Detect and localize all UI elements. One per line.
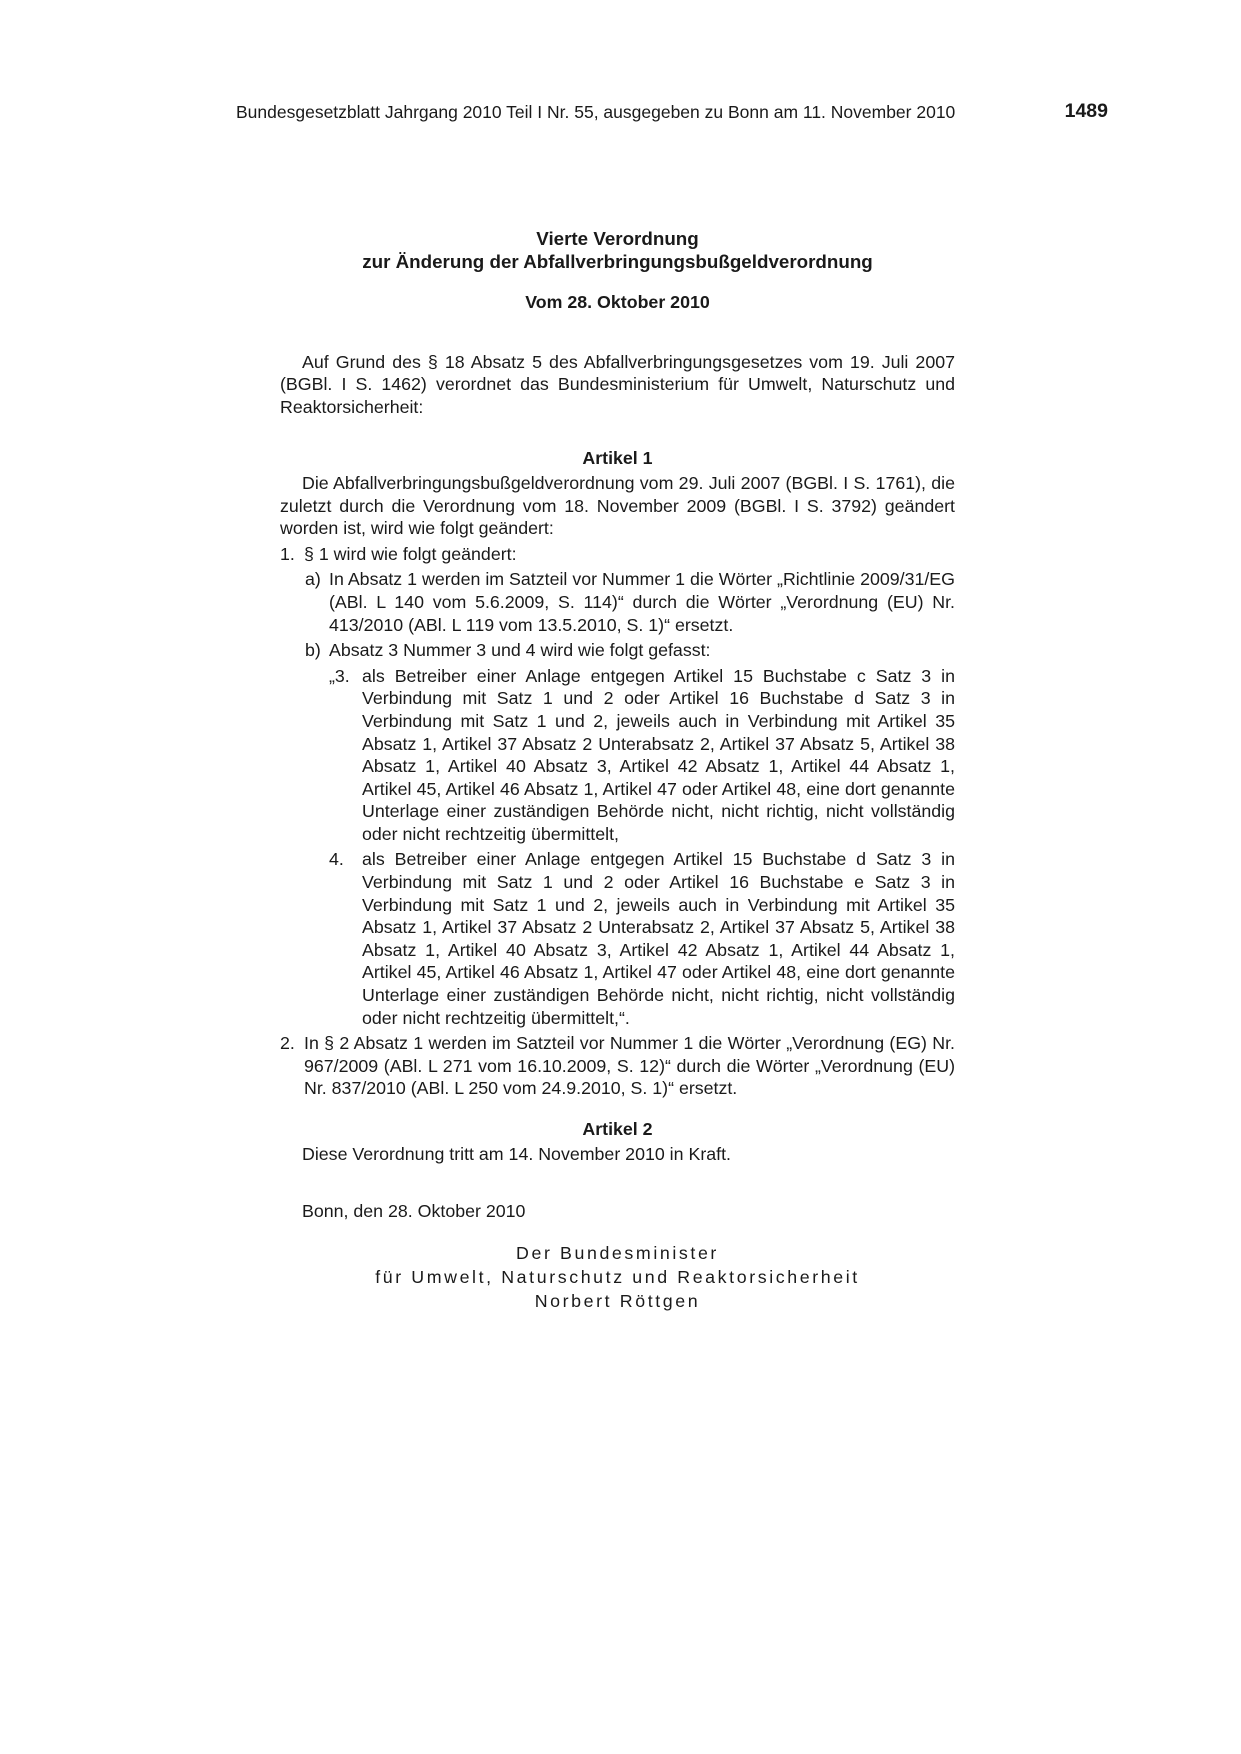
list-item-1b-4: [280, 848, 955, 1029]
header-text: Bundesgesetzblatt Jahrgang 2010 Teil I Nr. 55, ausgegeben zu Bonn am 11. November 2010: [236, 102, 956, 122]
list-item-1b: [280, 639, 955, 662]
article-1-intro: Die Abfallverbringungsbußgeldverordnung vom 29. Juli 2007 (BGBl. I S. 1761), die zuletzt durch die Verordnung vom 18. November 2009 (BGBl. I S. 3792) geändert worden ist, wird wie folgt geändert:: [280, 472, 955, 539]
list-item-text: § 1 wird wie folgt geändert:: [304, 543, 517, 564]
signature-name: Norbert Röttgen: [534, 1290, 701, 1311]
list-item-1a: [280, 568, 955, 636]
running-header: [236, 100, 1108, 128]
title-line-2: zur Änderung der Abfallverbringungsbußgeldverordnung: [362, 251, 873, 272]
list-item-1: [280, 543, 955, 566]
list-item-text: In § 2 Absatz 1 werden im Satzteil vor Nummer 1 die Wörter „Verordnung (EG) Nr. 967/2009 (ABl. L 271 vom 16.10.2009, S. 12)“ durch die Wörter „Verordnung (EU) Nr. 837/2010 (ABl. L 250 vom 24.9.2010, S. 1)“ ersetzt.: [304, 1033, 955, 1099]
signature-ministry: für Umwelt, Naturschutz und Reaktorsicherheit: [375, 1266, 860, 1287]
list-item-text: Absatz 3 Nummer 3 und 4 wird wie folgt gefasst:: [329, 640, 711, 661]
title-date: Vom 28. Oktober 2010: [525, 292, 710, 312]
list-marker: 4.: [329, 849, 344, 870]
list-item-text: als Betreiber einer Anlage entgegen Artikel 15 Buchstabe c Satz 3 in Verbindung mit Satz 1 und 2 oder Artikel 16 Buchstabe d Satz 3 in Verbindung mit Satz 1 und 2, jeweils auch in Verbindung mit Artikel 35 Absatz 1, Artikel 37 Absatz 2 Unterabsatz 2, Artikel 37 Absatz 5, Artikel 38 Absatz 1, Artikel 40 Absatz 3, Artikel 42 Absatz 1, Artikel 44 Absatz 1, Artikel 45, Artikel 46 Absatz 1, Artikel 47 oder Artikel 48, eine dort genannte Unterlage einer zuständigen Behörde nicht, nicht richtig, nicht vollständig oder nicht rechtzeitig übermittelt,: [362, 665, 955, 844]
list-item-1b-3: [280, 665, 955, 846]
signature-title: Der Bundesminister: [516, 1242, 719, 1263]
signature-block: [280, 1241, 955, 1313]
title-line-1: Vierte Verordnung: [536, 228, 699, 249]
page-number: 1489: [1064, 100, 1108, 122]
preamble: Auf Grund des § 18 Absatz 5 des Abfallverbringungsgesetzes vom 19. Juli 2007 (BGBl. I S. 1462) verordnet das Bundesministerium für Umwelt, Naturschutz und Reaktorsicherheit:: [280, 351, 955, 417]
article-2-text: Diese Verordnung tritt am 14. November 2010 in Kraft.: [302, 1143, 731, 1164]
list-marker: „3.: [329, 665, 350, 686]
list-item-text: In Absatz 1 werden im Satzteil vor Nummer 1 die Wörter „Richtlinie 2009/31/EG (ABl. L 140 vom 5.6.2009, S. 114)“ durch die Wörter „Verordnung (EU) Nr. 413/2010 (ABl. L 119 vom 13.5.2010, S. 1)“ ersetzt.: [329, 569, 955, 635]
list-marker: 2.: [280, 1033, 295, 1054]
place-date: Bonn, den 28. Oktober 2010: [302, 1201, 526, 1222]
article-1-heading: Artikel 1: [582, 448, 653, 469]
article-2-heading: Artikel 2: [582, 1119, 653, 1139]
list-marker: 1.: [280, 543, 295, 564]
list-item-text: als Betreiber einer Anlage entgegen Artikel 15 Buchstabe d Satz 3 in Verbindung mit Satz 1 und 2 oder Artikel 16 Buchstabe e Satz 3 in Verbindung mit Satz 1 und 2, jeweils auch in Verbindung mit Artikel 35 Absatz 1, Artikel 37 Absatz 2 Unterabsatz 2, Artikel 37 Absatz 5, Artikel 38 Absatz 1, Artikel 40 Absatz 3, Artikel 42 Absatz 1, Artikel 44 Absatz 1, Artikel 45, Artikel 46 Absatz 1, Artikel 47 oder Artikel 48, eine dort genannte Unterlage einer zuständigen Behörde nicht, nicht richtig, nicht vollständig oder nicht rechtzeitig übermittelt,“.: [362, 849, 955, 1028]
list-item-2: [280, 1032, 955, 1100]
document-body: [280, 227, 955, 1313]
list-marker: b): [305, 640, 321, 661]
list-marker: a): [305, 569, 321, 590]
